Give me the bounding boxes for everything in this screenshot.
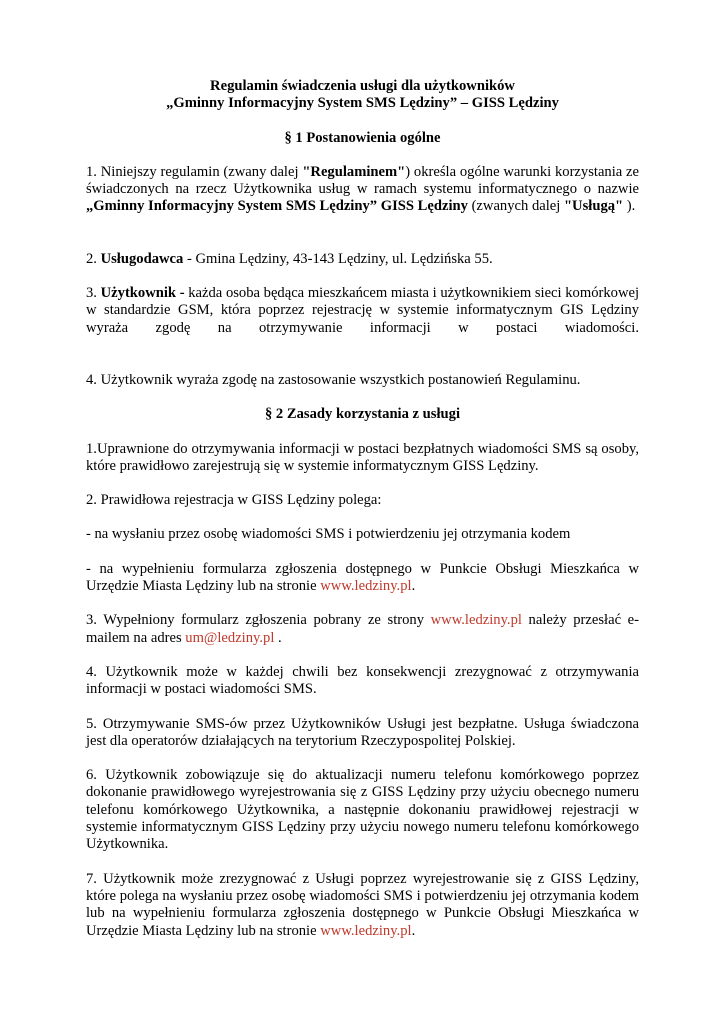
- rule-1: 1.Uprawnione do otrzymywania informacji w postaci bezpłatnych wiadomości SMS są osoby, które prawidłowo zarejestrują się w systemie informatycznym GISS Lędziny.: [86, 440, 639, 474]
- document-title-line-2: „Gminny Informacyjny System SMS Lędziny” – GISS Lędziny: [166, 95, 559, 112]
- website-link[interactable]: www.ledziny.pl: [320, 922, 412, 939]
- rule-2: 2. Prawidłowa rejestracja w GISS Lędziny polega:: [86, 492, 382, 509]
- paragraph-3: 3. Użytkownik - każda osoba będąca mieszkańcem miasta i użytkownikiem sieci komórkowej w standardzie GSM, która poprzez rejestrację w systemie informatycznym GIS Lędziny wyraża zgodę na otrzymywanie informacji w postaci wiadomości.: [86, 285, 640, 336]
- rule-6: 6. Użytkownik zobowiązuje się do aktualizacji numeru telefonu komórkowego poprzez dokonanie prawidłowego wyrejestrowania się z GISS Lędziny przy użyciu obecnego numeru telefonu komórkowego Użytkownika, a następnie dokonaniu prawidłowej rejestracji w systemie informatycznym GISS Lędziny przy użyciu nowego numeru telefonu komórkowego Użytkownika.: [86, 767, 639, 853]
- document-title-line-1: Regulamin świadczenia usługi dla użytkowników: [210, 78, 515, 94]
- rule-3: 3. Wypełniony formularz zgłoszenia pobrany ze strony www.ledziny.pl należy przesłać e-mailem na adres um@ledziny.pl .: [86, 612, 639, 646]
- rule-5: 5. Otrzymywanie SMS-ów przez Użytkowników Usługi jest bezpłatne. Usługa świadczona jest dla operatorów działających na terytorium Rzeczypospolitej Polskiej.: [86, 715, 639, 749]
- paragraph-2: 2. Usługodawca - Gmina Lędziny, 43-143 Lędziny, ul. Lędzińska 55.: [86, 250, 493, 267]
- section-1-heading: § 1 Postanowienia ogólne: [284, 129, 441, 146]
- rule-2-option-sms: - na wysłaniu przez osobę wiadomości SMS i potwierdzeniu jej otrzymania kodem: [86, 526, 571, 543]
- website-link[interactable]: www.ledziny.pl: [320, 578, 412, 595]
- rule-7: 7. Użytkownik może zrezygnować z Usługi poprzez wyrejestrowanie się z GISS Lędziny, które polega na wysłaniu przez osobę wiadomości SMS i potwierdzeniu jej otrzymania kodem lub na wypełnieniu formularza zgłoszenia dostępnego w Punkcie Obsługi Mieszkańca w Urzędzie Miasta Lędziny lub na stronie www.ledziny.pl.: [86, 870, 639, 939]
- rule-4: 4. Użytkownik może w każdej chwili bez konsekwencji zrezygnować z otrzymywania informacji w postaci wiadomości SMS.: [86, 663, 639, 698]
- paragraph-4: 4. Użytkownik wyraża zgodę na zastosowanie wszystkich postanowień Regulaminu.: [86, 371, 581, 388]
- document-page: [86, 78, 639, 940]
- website-link[interactable]: www.ledziny.pl: [430, 612, 522, 629]
- rule-2-option-form: - na wypełnieniu formularza zgłoszenia dostępnego w Punkcie Obsługi Mieszkańca w Urzędzie Miasta Lędziny lub na stronie www.ledziny.pl.: [86, 560, 639, 595]
- paragraph-1: 1. Niniejszy regulamin (zwany dalej "Regulaminem") określa ogólne warunki korzystania ze świadczonych na rzecz Użytkownika usług w ramach systemu informatycznego o nazwie „Gminny Informacyjny System SMS Lędziny” GISS Lędziny (zwanych dalej "Usługą" ).: [86, 163, 639, 215]
- section-2-heading: § 2 Zasady korzystania z usługi: [264, 406, 461, 423]
- email-link[interactable]: um@ledziny.pl: [185, 629, 275, 646]
